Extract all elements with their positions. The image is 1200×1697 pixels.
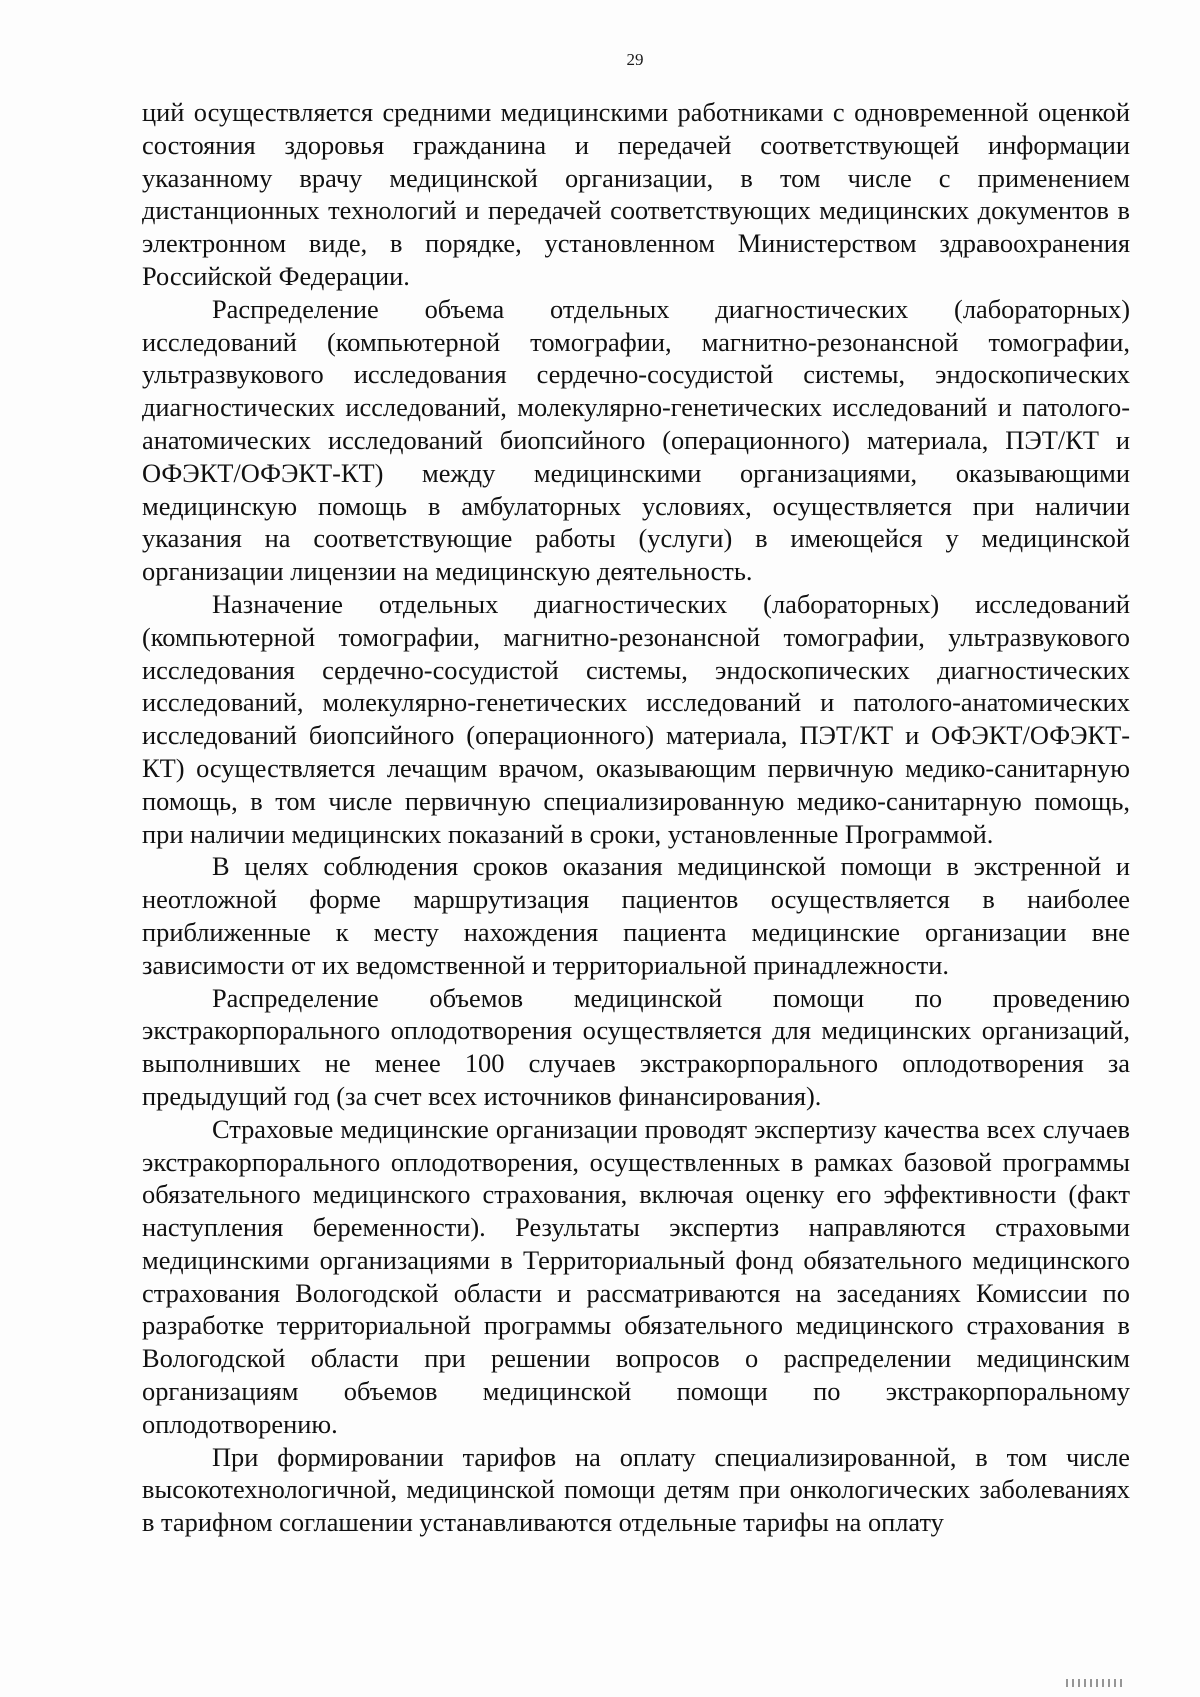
paragraph-oncology-tariffs: При формировании тарифов на оплату специализированной, в том числе высокотехнологичной, медицинской помощи детям при онкологических заболеваниях в тарифном соглашении устанавливаются отдельные тарифы на оплату [142, 1441, 1130, 1538]
page-number: 29 [626, 50, 644, 69]
paragraph-diagnostic-volume-distribution: Распределение объема отдельных диагностических (лабораторных) исследований (компьютерной томографии, магнитно-резонансной томографии, ультразвукового исследования сердечно-сосудистой системы, эндоскопических диагностических исследований, молекулярно-генетических исследований и патолого-анатомических исследований биопсийного (операционного) материала, ПЭТ/КТ и ОФЭКТ/ОФЭКТ-КТ) между медицинскими организациями, оказывающими медицинскую помощь в амбулаторных условиях, осуществляется при наличии указания на соответствующие работы (услуги) в имеющейся у медицинской организации лицензии на медицинскую деятельность. [142, 293, 1130, 587]
document-body [142, 96, 1130, 1539]
paragraph-ivf-volume-distribution: Распределение объемов медицинской помощи по проведению экстракорпорального оплодотворения осуществляется для медицинских организаций, выполнивших не менее 100 случаев экстракорпорального оплодотворения за предыдущий год (за счет всех источников финансирования). [142, 982, 1130, 1111]
paragraph-continuation: ций осуществляется средними медицинскими работниками с одновременной оценкой состояния здоровья гражданина и передачей соответствующей информации указанному врачу медицинской организации, в том числе с применением дистанционных технологий и передачей соответствующих медицинских документов в электронном виде, в порядке, установленном Министерством здравоохранения Российской Федерации. [142, 97, 1130, 291]
paragraph-ivf-quality-expertise: Страховые медицинские организации проводят экспертизу качества всех случаев экстракорпорального оплодотворения, осуществленных в рамках базовой программы обязательного медицинского страхования, включая оценку его эффективности (факт наступления беременности). Результаты экспертиз направляются страховыми медицинскими организациями в Территориальный фонд обязательного медицинского страхования Вологодской области и рассматриваются на заседаниях Комиссии по разработке территориальной программы обязательного медицинского страхования в Вологодской области при решении вопросов о распределении медицинским организациям объемов медицинской помощи по экстракорпоральному оплодотворению. [142, 1113, 1130, 1439]
paragraph-diagnostic-prescription: Назначение отдельных диагностических (лабораторных) исследований (компьютерной томографии, магнитно-резонансной томографии, ультразвукового исследования сердечно-сосудистой системы, эндоскопических диагностических исследований, молекулярно-генетических исследований и патолого-анатомических исследований биопсийного (операционного) материала, ПЭТ/КТ и ОФЭКТ/ОФЭКТ-КТ) осуществляется лечащим врачом, оказывающим первичную медико-санитарную помощь, в том числе первичную специализированную медико-санитарную помощь, при наличии медицинских показаний в сроки, установленные Программой. [142, 588, 1130, 849]
paragraph-emergency-routing: В целях соблюдения сроков оказания медицинской помощи в экстренной и неотложной форме маршрутизация пациентов осуществляется в наиболее приближенные к месту нахождения пациента медицинские организации вне зависимости от их ведомственной и территориальной принадлежности. [142, 851, 1130, 980]
scan-artifact-mark [1066, 1679, 1122, 1687]
